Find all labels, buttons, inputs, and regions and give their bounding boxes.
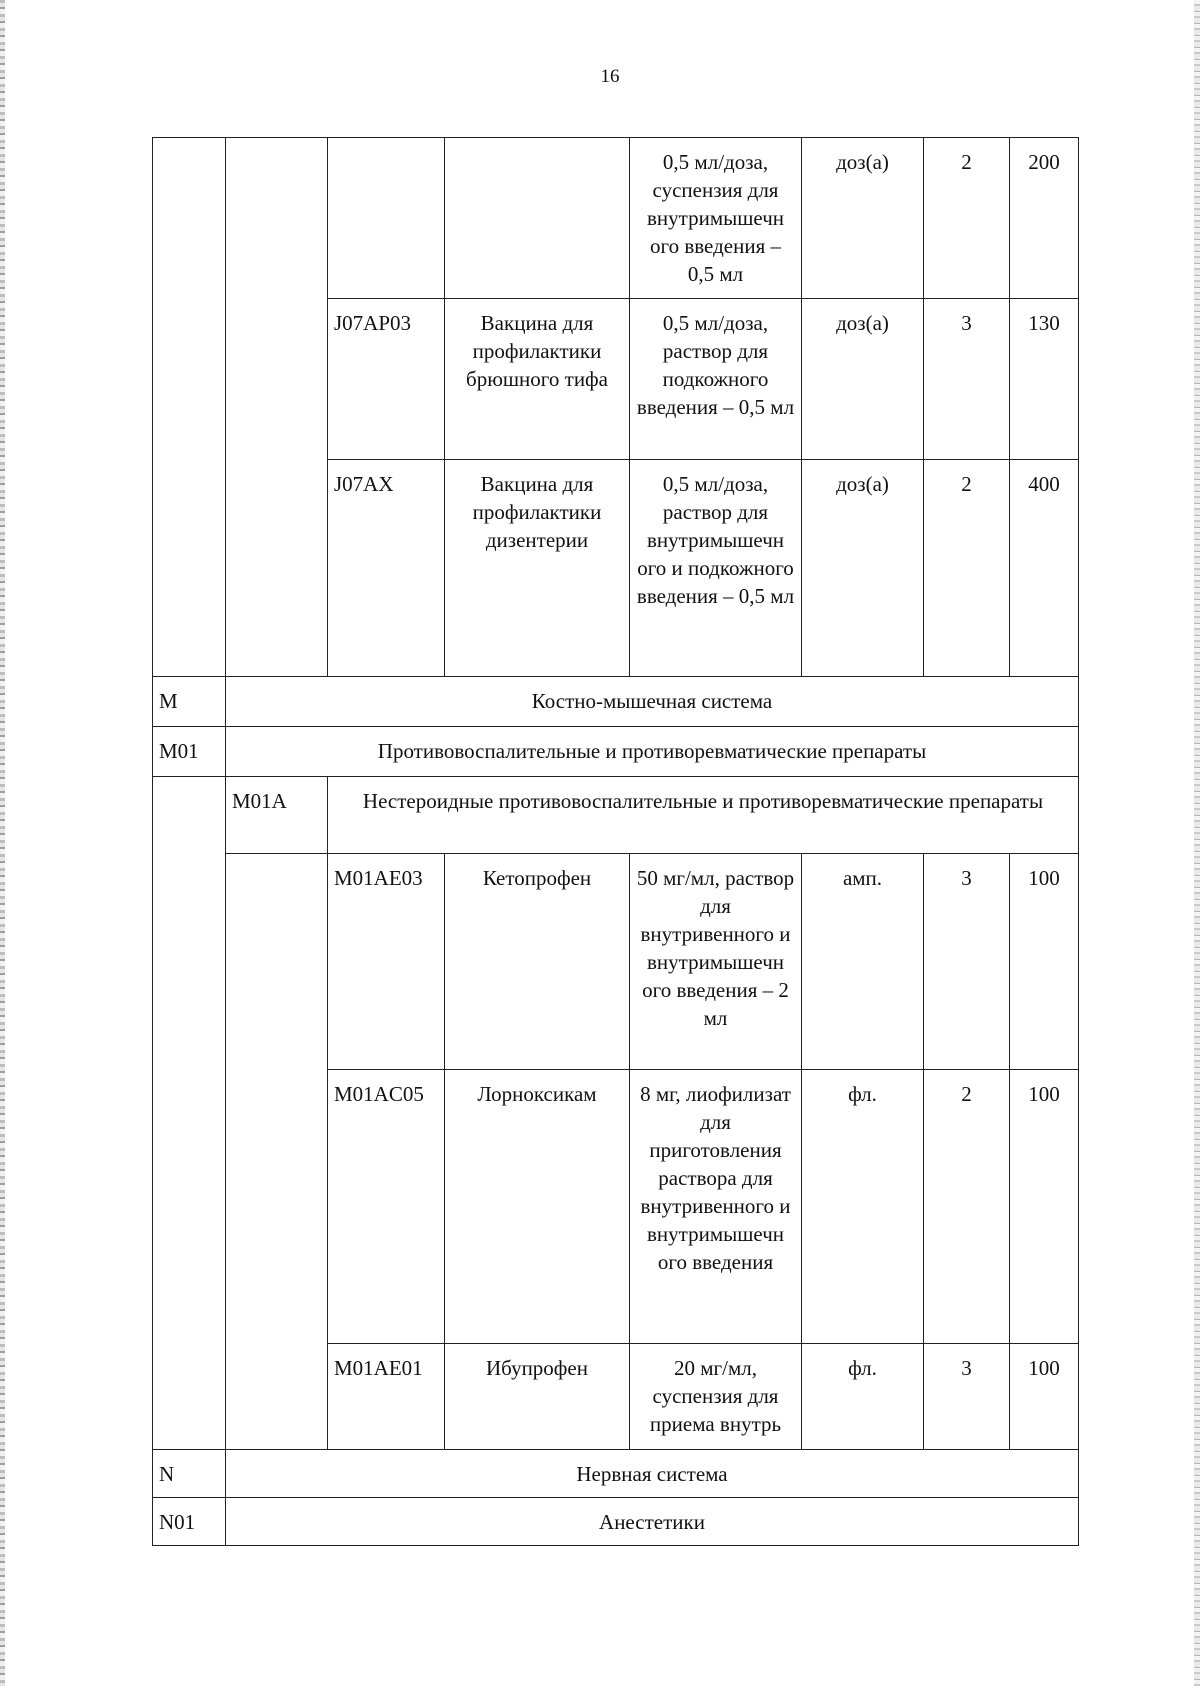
amount-cell: 100 — [1010, 854, 1079, 1070]
drug-name-cell: Лорноксикам — [445, 1070, 630, 1344]
group-code-cell-empty — [153, 138, 226, 677]
medication-table — [152, 137, 1079, 1546]
dosage-form-cell: 50 мг/мл, раствор для внутривенного и внутримышечн ого введения – 2 мл — [630, 854, 802, 1070]
drug-name-cell: Вакцина для профилактики дизентерии — [445, 460, 630, 677]
group-title-cell: Нервная система — [226, 1450, 1079, 1498]
atc-code-cell: J07AP03 — [328, 299, 445, 460]
table-row — [153, 138, 1079, 299]
page-number: 16 — [600, 66, 620, 87]
group-row — [153, 727, 1079, 777]
group-title-cell: Противовоспалительные и противоревматические препараты — [226, 727, 1079, 777]
group-title-cell: Костно-мышечная система — [226, 677, 1079, 727]
group-code-cell-empty — [153, 777, 226, 1450]
scan-edge-right — [1194, 0, 1200, 1686]
quantity-cell: 2 — [924, 1070, 1010, 1344]
drug-name-cell — [445, 138, 630, 299]
subgroup-code-cell: M01A — [226, 777, 328, 854]
dosage-form-cell: 0,5 мл/доза, суспензия для внутримышечн ого введения – 0,5 мл — [630, 138, 802, 299]
subgroup-row — [153, 777, 1079, 854]
unit-cell: доз(а) — [802, 138, 924, 299]
unit-cell: фл. — [802, 1070, 924, 1344]
quantity-cell: 2 — [924, 460, 1010, 677]
unit-cell: амп. — [802, 854, 924, 1070]
atc-code-cell — [328, 138, 445, 299]
group-row — [153, 677, 1079, 727]
drug-name-cell: Ибупрофен — [445, 1344, 630, 1450]
atc-code-cell: M01AE03 — [328, 854, 445, 1070]
group-row — [153, 1498, 1079, 1546]
amount-cell: 130 — [1010, 299, 1079, 460]
amount-cell: 400 — [1010, 460, 1079, 677]
quantity-cell: 2 — [924, 138, 1010, 299]
group-code-cell: N — [153, 1450, 226, 1498]
subgroup-code-cell-empty — [226, 854, 328, 1450]
subgroup-title-cell: Нестероидные противовоспалительные и противоревматические препараты — [328, 777, 1079, 854]
dosage-form-cell: 0,5 мл/доза, раствор для подкожного введения – 0,5 мл — [630, 299, 802, 460]
quantity-cell: 3 — [924, 1344, 1010, 1450]
amount-cell: 200 — [1010, 138, 1079, 299]
group-code-cell: M01 — [153, 727, 226, 777]
atc-code-cell: M01AE01 — [328, 1344, 445, 1450]
unit-cell: доз(а) — [802, 299, 924, 460]
dosage-form-cell: 0,5 мл/доза, раствор для внутримышечн ого и подкожного введения – 0,5 мл — [630, 460, 802, 677]
atc-code-cell: M01AC05 — [328, 1070, 445, 1344]
unit-cell: доз(а) — [802, 460, 924, 677]
quantity-cell: 3 — [924, 854, 1010, 1070]
drug-name-cell: Кетопрофен — [445, 854, 630, 1070]
dosage-form-cell: 8 мг, лиофилизат для приготовления раствора для внутривенного и внутримышечн ого введения — [630, 1070, 802, 1344]
subgroup-code-cell-empty — [226, 138, 328, 677]
group-title-cell: Анестетики — [226, 1498, 1079, 1546]
scan-edge-left — [0, 0, 5, 1686]
dosage-form-cell: 20 мг/мл, суспензия для приема внутрь — [630, 1344, 802, 1450]
amount-cell: 100 — [1010, 1344, 1079, 1450]
amount-cell: 100 — [1010, 1070, 1079, 1344]
unit-cell: фл. — [802, 1344, 924, 1450]
atc-code-cell: J07AX — [328, 460, 445, 677]
quantity-cell: 3 — [924, 299, 1010, 460]
group-code-cell: M — [153, 677, 226, 727]
table-row — [153, 854, 1079, 1070]
group-row — [153, 1450, 1079, 1498]
drug-name-cell: Вакцина для профилактики брюшного тифа — [445, 299, 630, 460]
group-code-cell: N01 — [153, 1498, 226, 1546]
